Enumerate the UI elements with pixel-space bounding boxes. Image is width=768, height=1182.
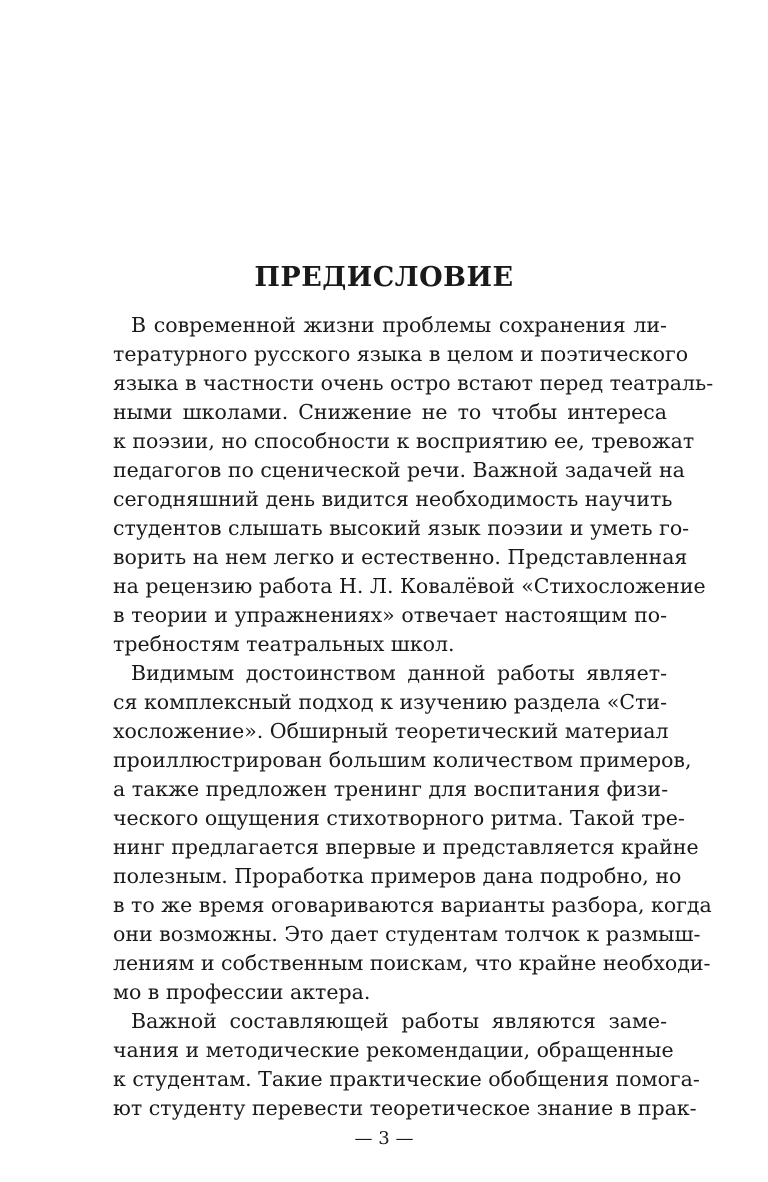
text-line: в то же время оговариваются варианты разбора, когда <box>113 893 712 917</box>
text-line: педагогов по сценической речи. Важной задачей на <box>113 458 685 482</box>
text-line: к студентам. Такие практические обобщения помога- <box>113 1067 700 1091</box>
text-line: лениям и собственным поискам, что крайне необходи- <box>113 951 711 975</box>
text-line: а также предложен тренинг для воспитания физи- <box>113 777 669 801</box>
text-line: ными школами. Снижение не то чтобы интереса <box>113 400 667 424</box>
text-line: хосложение». Обширный теоретический материал <box>113 719 669 743</box>
text-line: на рецензию работа Н. Л. Ковалёвой «Стихосложение <box>113 574 706 598</box>
page-title: ПРЕДИСЛОВИЕ <box>254 262 514 293</box>
text-line: ворить на нем легко и естественно. Представленная <box>113 545 688 569</box>
text-line: к поэзии, но способности к восприятию ее, тревожат <box>113 429 695 453</box>
text-line: чания и методические рекомендации, обращенные <box>113 1038 674 1062</box>
text-line: проиллюстрирован большим количеством примеров, <box>113 748 692 772</box>
text-line: нинг предлагается впервые и представляется крайне <box>113 835 699 859</box>
text-line: ют студенту перевести теоретическое знание в прак- <box>113 1096 697 1120</box>
page-number: — 3 — <box>354 1128 414 1149</box>
text-line: мо в профессии актера. <box>113 980 371 1004</box>
text-line: студентов слышать высокий язык поэзии и уметь го- <box>113 516 690 540</box>
text-line: языка в частности очень остро встают перед театраль- <box>113 371 714 395</box>
text-line: ческого ощущения стихотворного ритма. Такой тре- <box>113 806 685 830</box>
text-line: В современной жизни проблемы сохранения ли- <box>131 313 667 337</box>
text-line: ся комплексный подход к изучению раздела «Сти- <box>113 690 667 714</box>
text-line: сегодняшний день видится необходимость научить <box>113 487 673 511</box>
text-line: Видимым достоинством данной работы являет- <box>131 661 667 685</box>
text-line: тературного русского языка в целом и поэтического <box>113 342 689 366</box>
text-line: в теории и упражнениях» отвечает настоящим по- <box>113 603 667 627</box>
text-line: требностям театральных школ. <box>113 632 455 656</box>
text-line: полезным. Проработка примеров дана подробно, но <box>113 864 682 888</box>
text-line: они возможны. Это дает студентам толчок к размыш- <box>113 922 701 946</box>
text-line: Важной составляющей работы являются заме- <box>131 1009 667 1033</box>
